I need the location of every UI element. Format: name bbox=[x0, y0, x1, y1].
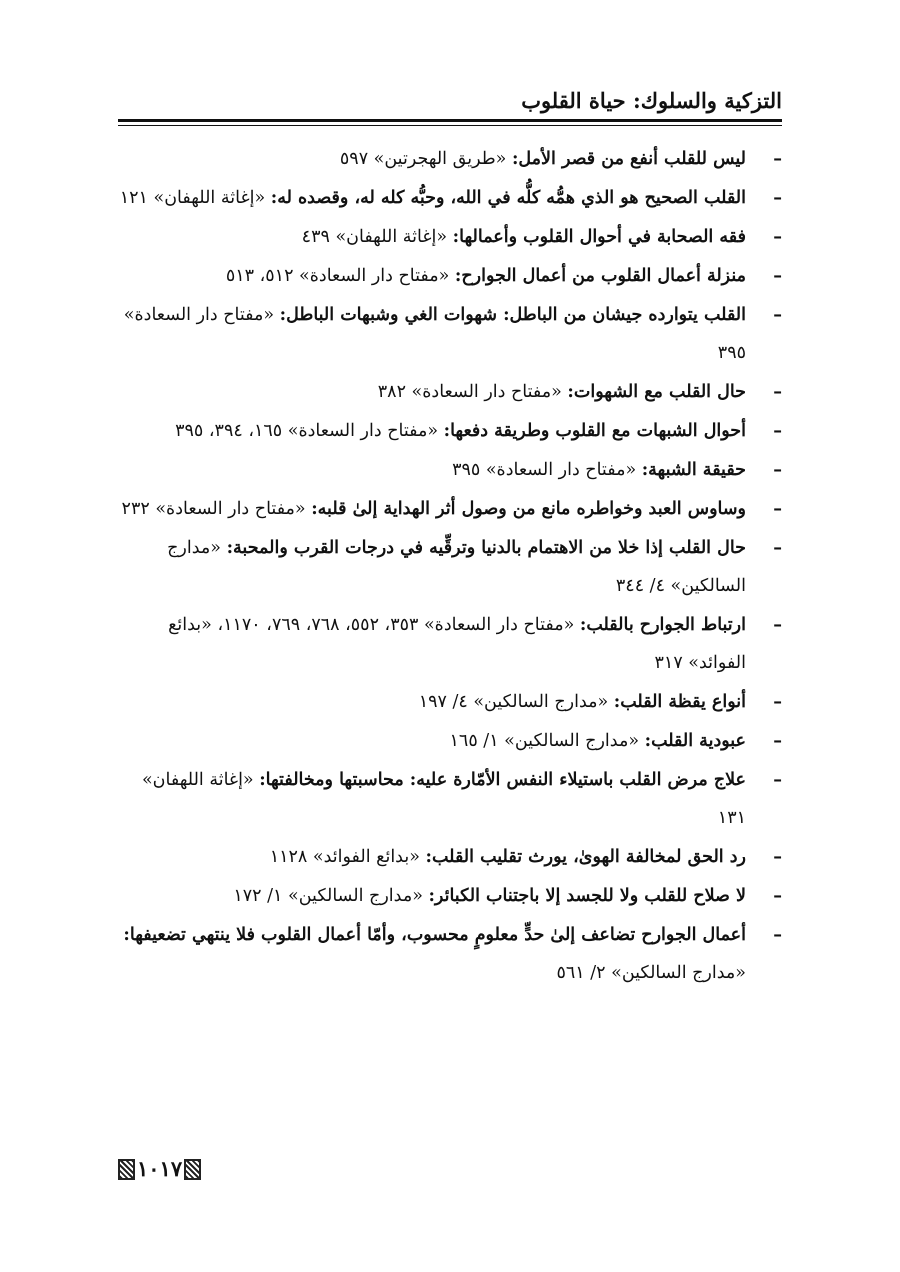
entry-topic: ارتباط الجوارح بالقلب: bbox=[579, 615, 746, 635]
entry-topic: أحوال الشبهات مع القلوب وطريقة دفعها: bbox=[443, 421, 746, 441]
entry-dash: – bbox=[773, 188, 782, 208]
entry-source: «مفتاح دار السعادة» ٣٥٣، ٥٥٢، ٧٦٨، ٧٦٩، ١١٧٠، «بدائع الفوائد» ٣١٧ bbox=[168, 615, 746, 673]
entry-source: «مدارج السالكين» ١/ ١٧٢ bbox=[233, 886, 429, 906]
entry-topic: حقيقة الشبهة: bbox=[641, 460, 746, 480]
entry-dash: – bbox=[773, 925, 782, 945]
entry-topic: ليس للقلب أنفع من قصر الأمل: bbox=[511, 149, 746, 169]
index-entry-list bbox=[112, 140, 782, 993]
entry-dash: – bbox=[773, 538, 782, 558]
entry-dash: – bbox=[773, 692, 782, 712]
entry-source: «مدارج السالكين» ٢/ ٥٦١ bbox=[556, 963, 746, 983]
entry-source: «إغاثة اللهفان» ٤٣٩ bbox=[301, 227, 453, 247]
entry-topic: لا صلاح للقلب ولا للجسد إلا باجتناب الكبائر: bbox=[428, 886, 746, 906]
index-entry bbox=[112, 761, 782, 837]
entry-source: «مدارج السالكين» ٤/ ١٩٧ bbox=[418, 692, 614, 712]
entry-source: «مدارج السالكين» ١/ ١٦٥ bbox=[449, 731, 645, 751]
entry-dash: – bbox=[773, 149, 782, 169]
index-entry bbox=[112, 838, 782, 876]
entry-dash: – bbox=[773, 305, 782, 325]
entry-dash: – bbox=[773, 382, 782, 402]
entry-source: «مدارج السالكين» ٤/ ٣٤٤ bbox=[167, 538, 746, 596]
entry-source: «إغاثة اللهفان» ١٢١ bbox=[119, 188, 271, 208]
index-entry bbox=[112, 490, 782, 528]
index-entry bbox=[112, 257, 782, 295]
entry-source: «بدائع الفوائد» ١١٢٨ bbox=[269, 847, 426, 867]
page-number-left-ornament-icon bbox=[118, 1159, 135, 1180]
entry-dash: – bbox=[773, 460, 782, 480]
index-entry bbox=[112, 683, 782, 721]
entry-dash: – bbox=[773, 615, 782, 635]
entry-source: «إغاثة اللهفان» ١٣١ bbox=[141, 770, 746, 828]
index-entry bbox=[112, 529, 782, 605]
entry-source: «مفتاح دار السعادة» ٢٣٢ bbox=[121, 499, 312, 519]
entry-topic: رد الحق لمخالفة الهوىٰ، يورث تقليب القلب: bbox=[425, 847, 746, 867]
page-number-right-ornament-icon bbox=[184, 1159, 201, 1180]
index-entry bbox=[112, 877, 782, 915]
index-entry bbox=[112, 140, 782, 178]
entry-dash: – bbox=[773, 499, 782, 519]
entry-source: «مفتاح دار السعادة» ١٦٥، ٣٩٤، ٣٩٥ bbox=[175, 421, 444, 441]
entry-topic: حال القلب مع الشهوات: bbox=[567, 382, 746, 402]
page-number: ١٠١٧ bbox=[137, 1156, 183, 1181]
index-entry bbox=[112, 218, 782, 256]
entry-source: «طريق الهجرتين» ٥٩٧ bbox=[339, 149, 512, 169]
entry-dash: – bbox=[773, 266, 782, 286]
entry-topic: عبودية القلب: bbox=[644, 731, 746, 751]
header-thin-rule bbox=[118, 125, 782, 126]
entry-source: «مفتاح دار السعادة» ٣٩٥ bbox=[452, 460, 642, 480]
entry-dash: – bbox=[773, 847, 782, 867]
entry-dash: – bbox=[773, 886, 782, 906]
index-entry bbox=[112, 722, 782, 760]
index-entry bbox=[112, 296, 782, 372]
entry-dash: – bbox=[773, 770, 782, 790]
entry-source: «مفتاح دار السعادة» ٥١٢، ٥١٣ bbox=[225, 266, 455, 286]
page-header-title: التزكية والسلوك: حياة القلوب bbox=[521, 88, 782, 113]
index-entry bbox=[112, 412, 782, 450]
index-entry bbox=[112, 179, 782, 217]
entry-topic: القلب الصحيح هو الذي همُّه كلُّه في الله، وحبُّه كله له، وقصده له: bbox=[270, 188, 746, 208]
page-number-block bbox=[118, 1155, 201, 1183]
entry-source: «مفتاح دار السعادة» ٣٩٥ bbox=[123, 305, 746, 363]
entry-topic: فقه الصحابة في أحوال القلوب وأعمالها: bbox=[452, 227, 746, 247]
entry-topic: أعمال الجوارح تضاعف إلىٰ حدٍّ معلومٍ محسوب، وأمّا أعمال القلوب فلا ينتهي تضعيفها: bbox=[123, 925, 746, 945]
entry-topic: وساوس العبد وخواطره مانع من وصول أثر الهداية إلىٰ قلبه: bbox=[311, 499, 746, 519]
entry-topic: علاج مرض القلب باستيلاء النفس الأمّارة عليه: محاسبتها ومخالفتها: bbox=[259, 770, 746, 790]
entry-dash: – bbox=[773, 227, 782, 247]
index-entry bbox=[112, 606, 782, 682]
entry-topic: القلب يتوارده جيشان من الباطل: شهوات الغي وشبهات الباطل: bbox=[279, 305, 746, 325]
entry-topic: منزلة أعمال القلوب من أعمال الجوارح: bbox=[454, 266, 746, 286]
index-entry bbox=[112, 451, 782, 489]
index-entry bbox=[112, 373, 782, 411]
header-thick-rule bbox=[118, 119, 782, 122]
entry-topic: حال القلب إذا خلا من الاهتمام بالدنيا وترقِّيه في درجات القرب والمحبة: bbox=[226, 538, 746, 558]
index-entry bbox=[112, 916, 782, 992]
entry-dash: – bbox=[773, 421, 782, 441]
entry-dash: – bbox=[773, 731, 782, 751]
entry-source: «مفتاح دار السعادة» ٣٨٢ bbox=[377, 382, 568, 402]
entry-topic: أنواع يقظة القلب: bbox=[613, 692, 746, 712]
